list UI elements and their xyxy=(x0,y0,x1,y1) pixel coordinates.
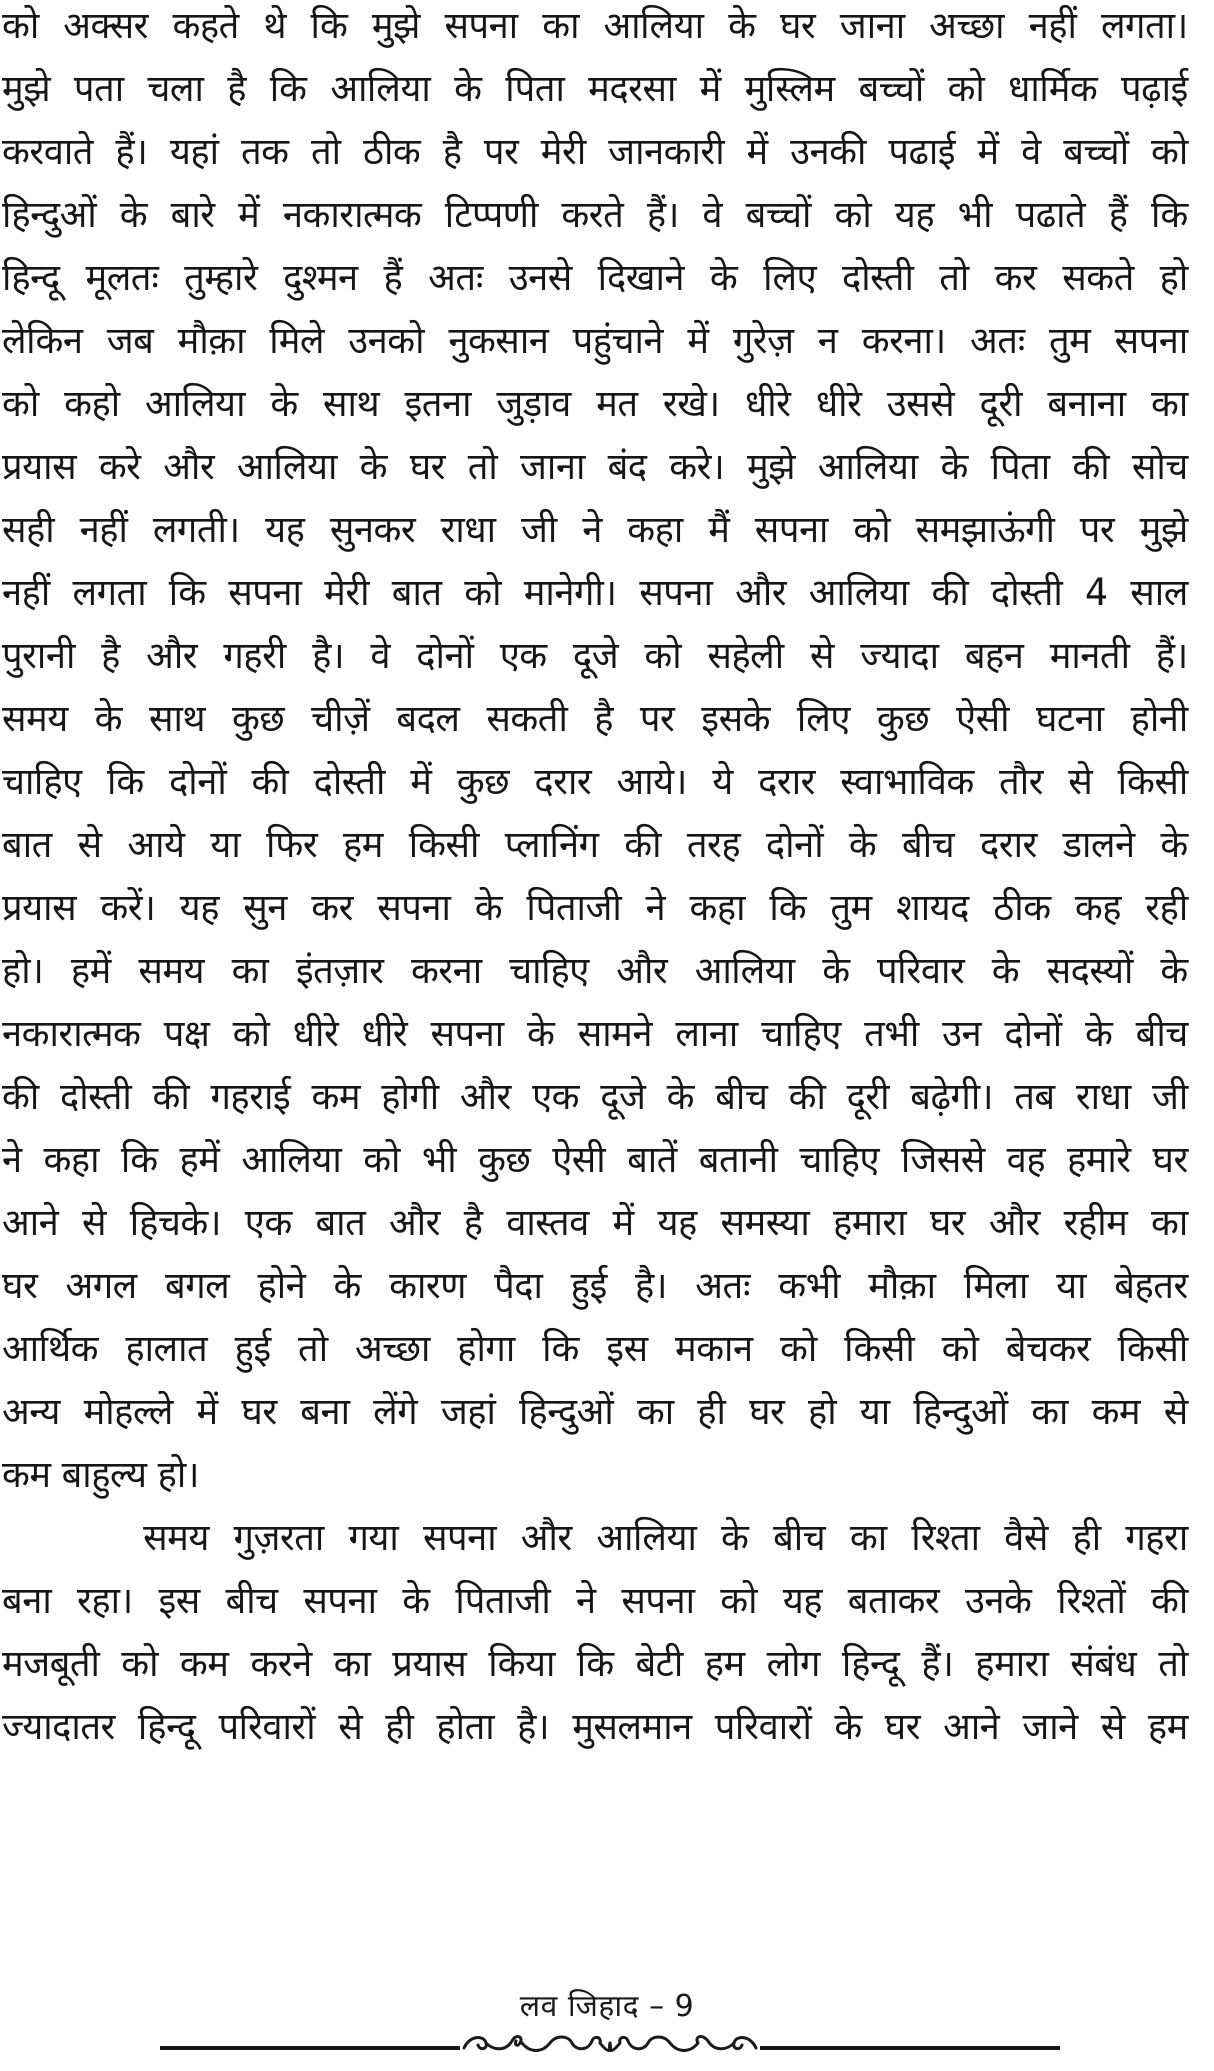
page-footer xyxy=(0,1985,1214,2057)
text-line-4: हिन्दुओं के बारे में नकारात्मक टिप्पणी करते हैं। वे बच्चों को यह भी पढाते हैं कि xyxy=(2,193,1188,236)
text-line-5: हिन्दू मूलतः तुम्हारे दुश्मन हैं अतः उनसे दिखाने के लिए दोस्ती तो कर सकते हो xyxy=(2,256,1188,299)
book-title: लव जिहाद xyxy=(519,1989,640,2024)
floral-ornament-icon xyxy=(460,2029,760,2057)
text-line-26: बना रहा। इस बीच सपना के पिताजी ने सपना को यह बताकर उनके रिश्तों की xyxy=(2,1579,1188,1622)
text-line-13: चाहिए कि दोनों की दोस्ती में कुछ दरार आये। ये दरार स्वाभाविक तौर से किसी xyxy=(2,760,1188,803)
text-line-6: लेकिन जब मौक़ा मिले उनको नुकसान पहुंचाने में गुरेज़ न करना। अतः तुम सपना xyxy=(2,319,1188,362)
text-line-19: ने कहा कि हमें आलिया को भी कुछ ऐसी बातें बतानी चाहिए जिससे वह हमारे घर xyxy=(2,1138,1188,1181)
text-line-1: को अक्सर कहते थे कि मुझे सपना का आलिया के घर जाना अच्छा नहीं लगता। xyxy=(2,4,1188,47)
text-line-20: आने से हिचके। एक बात और है वास्तव में यह समस्या हमारा घर और रहीम का xyxy=(2,1201,1188,1244)
divider-line-left xyxy=(160,2046,460,2050)
text-line-28: ज्यादातर हिन्दू परिवारों से ही होता है। मुसलमान परिवारों के घर आने जाने से हम xyxy=(2,1705,1188,1748)
text-line-8: प्रयास करे और आलिया के घर तो जाना बंद करे। मुझे आलिया के पिता की सोच xyxy=(2,445,1188,488)
text-line-22: आर्थिक हालात हुई तो अच्छा होगा कि इस मकान को किसी को बेचकर किसी xyxy=(2,1327,1188,1370)
text-line-10: नहीं लगता कि सपना मेरी बात को मानेगी। सपना और आलिया की दोस्ती 4 साल xyxy=(2,571,1188,614)
text-line-21: घर अगल बगल होने के कारण पैदा हुई है। अतः कभी मौक़ा मिला या बेहतर xyxy=(2,1264,1188,1307)
text-line-3: करवाते हैं। यहां तक तो ठीक है पर मेरी जानकारी में उनकी पढाई में वे बच्चों को xyxy=(2,130,1188,173)
text-line-7: को कहो आलिया के साथ इतना जुड़ाव मत रखे। धीरे धीरे उससे दूरी बनाना का xyxy=(2,382,1188,425)
text-line-24-paragraph-end: कम बाहुल्य हो। xyxy=(2,1453,200,1496)
footer-title xyxy=(0,1985,1214,2029)
text-line-15: प्रयास करें। यह सुन कर सपना के पिताजी ने कहा कि तुम शायद ठीक कह रही xyxy=(2,886,1188,929)
divider-line-right xyxy=(760,2046,1060,2050)
page-body-text xyxy=(2,0,1212,1758)
text-line-12: समय के साथ कुछ चीज़ें बदल सकती है पर इसके लिए कुछ ऐसी घटना होनी xyxy=(2,697,1188,740)
text-line-18: की दोस्ती की गहराई कम होगी और एक दूजे के बीच की दूरी बढ़ेगी। तब राधा जी xyxy=(2,1075,1188,1118)
text-line-14: बात से आये या फिर हम किसी प्लानिंग की तरह दोनों के बीच दरार डालने के xyxy=(2,823,1188,866)
text-line-16: हो। हमें समय का इंतज़ार करना चाहिए और आलिया के परिवार के सदस्यों के xyxy=(2,949,1188,992)
text-line-11: पुरानी है और गहरी है। वे दोनों एक दूजे को सहेली से ज्यादा बहन मानती हैं। xyxy=(2,634,1188,677)
footer-divider xyxy=(160,2029,1060,2057)
text-line-2: मुझे पता चला है कि आलिया के पिता मदरसा में मुस्लिम बच्चों को धार्मिक पढ़ाई xyxy=(2,67,1188,110)
text-line-27: मजबूती को कम करने का प्रयास किया कि बेटी हम लोग हिन्दू हैं। हमारा संबंध तो xyxy=(2,1642,1188,1685)
text-line-9: सही नहीं लगती। यह सुनकर राधा जी ने कहा मैं सपना को समझाऊंगी पर मुझे xyxy=(2,508,1188,551)
text-line-25-paragraph-start: समय गुज़रता गया सपना और आलिया के बीच का रिश्ता वैसे ही गहरा xyxy=(143,1516,1188,1559)
text-line-23: अन्य मोहल्ले में घर बना लेंगे जहां हिन्दुओं का ही घर हो या हिन्दुओं का कम से xyxy=(2,1390,1188,1433)
page-number: 9 xyxy=(674,1989,695,2024)
title-separator: – xyxy=(649,1989,665,2024)
text-line-17: नकारात्मक पक्ष को धीरे धीरे सपना के सामने लाना चाहिए तभी उन दोनों के बीच xyxy=(2,1012,1188,1055)
